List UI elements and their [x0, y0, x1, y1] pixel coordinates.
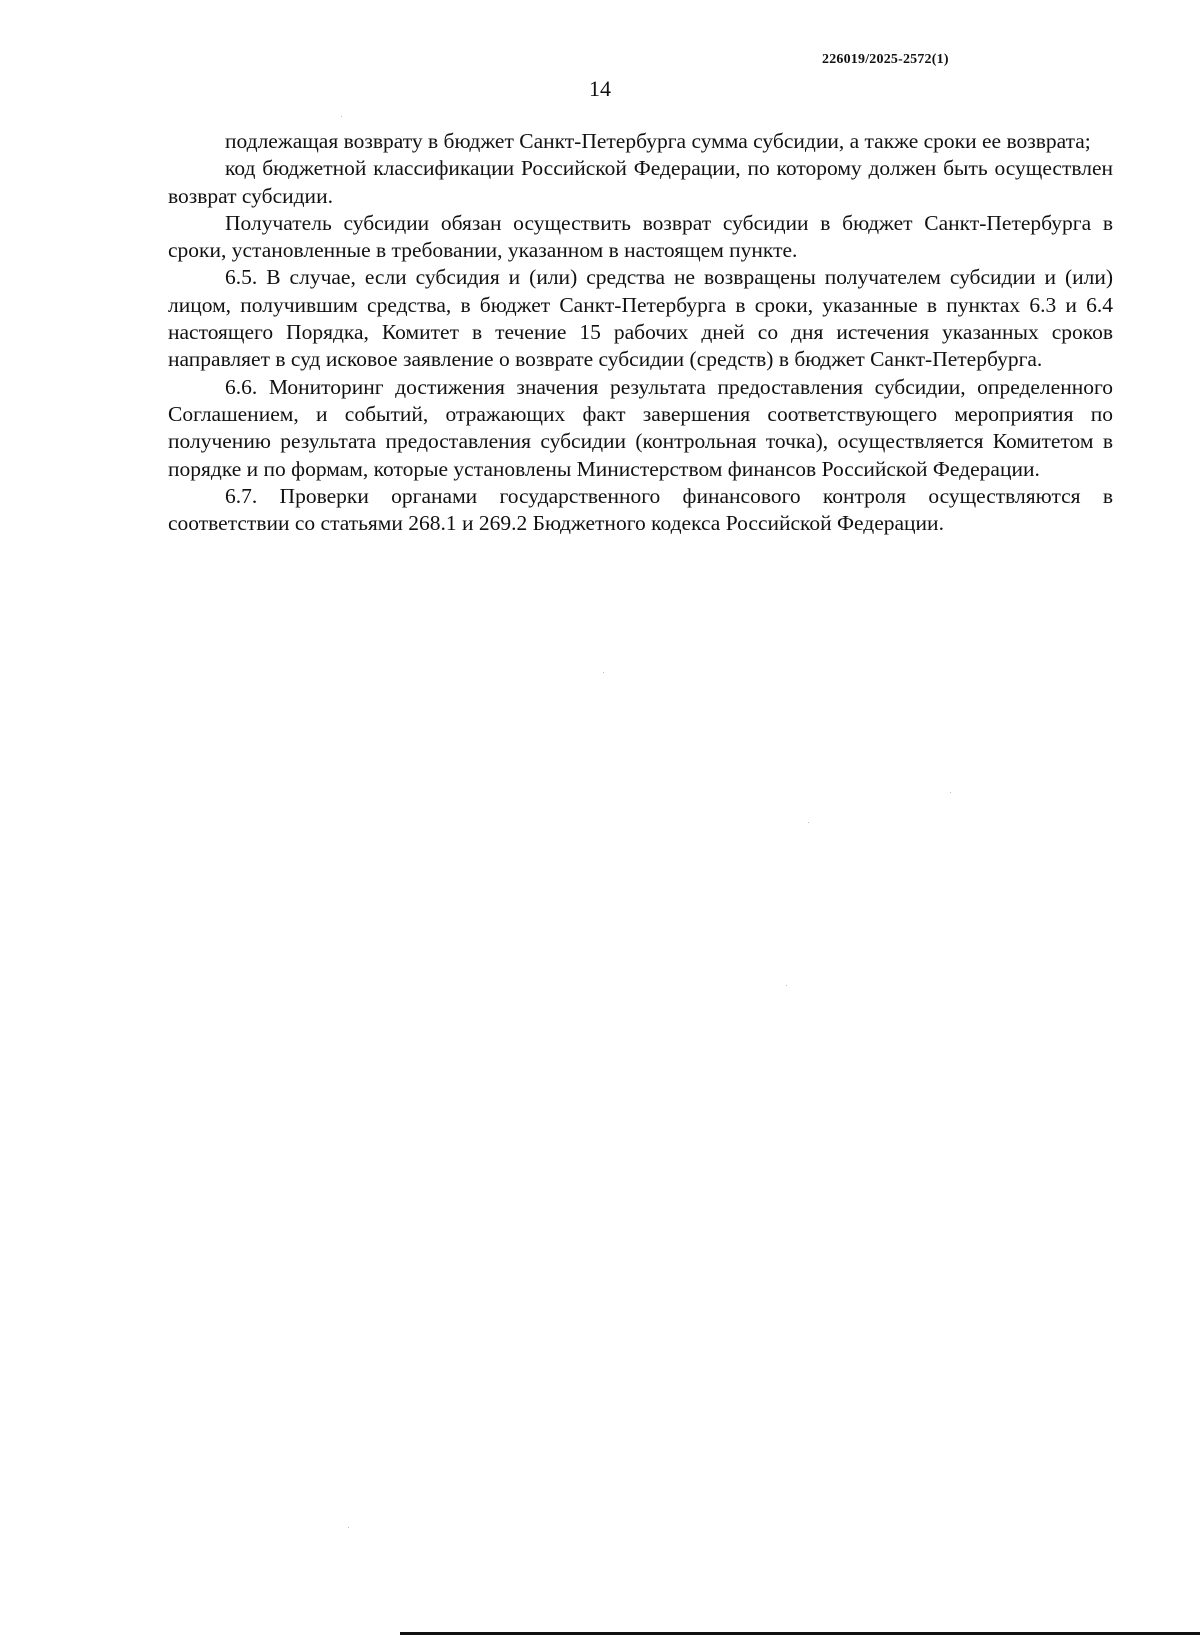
paragraph-refund-amount: подлежащая возврату в бюджет Санкт-Петербурга сумма субсидии, а также сроки ее возврата;	[225, 129, 1091, 153]
scan-speck	[786, 985, 787, 986]
document-registration-number: 226019/2025-2572(1)	[822, 52, 949, 67]
scan-speck	[603, 672, 604, 673]
paragraph-budget-code: код бюджетной классификации Российской Федерации, по которому должен быть осуществлен возврат субсидии.	[168, 156, 1113, 208]
scan-speck	[348, 1527, 349, 1528]
scan-speck	[341, 116, 342, 117]
paragraph-6-7: 6.7. Проверки органами государственного финансового контроля осуществляются в соответствии со статьями 268.1 и 269.2 Бюджетного кодекса Российской Федерации.	[168, 483, 1113, 536]
scan-speck	[950, 792, 951, 793]
document-body	[168, 128, 1113, 537]
paragraph-6-6: 6.6. Мониторинг достижения значения результата предоставления субсидии, определенного Соглашением, и событий, отражающих факт завершения соответствующего мероприятия по получению результата предоставления субсидии (контрольная точка), осуществляется Комитетом в порядке и по формам, которые установлены Министерством финансов Российской Федерации.	[168, 374, 1113, 481]
page-number: 14	[589, 76, 611, 101]
paragraph-6-5: 6.5. В случае, если субсидия и (или) средства не возвращены получателем субсидии и (или) лицом, получившим средства, в бюджет Санкт-Петербурга в сроки, указанные в пунктах 6.3 и 6.4 настоящего Порядка, Комитет в течение 15 рабочих дней со дня истечения указанных сроков направляет в суд исковое заявление о возврате субсидии (средств) в бюджет Санкт-Петербурга.	[168, 265, 1113, 372]
scan-speck	[808, 822, 809, 823]
paragraph-recipient-obligation: Получатель субсидии обязан осуществить возврат субсидии в бюджет Санкт-Петербурга в сроки, установленные в требовании, указанном в настоящем пункте.	[168, 210, 1113, 263]
